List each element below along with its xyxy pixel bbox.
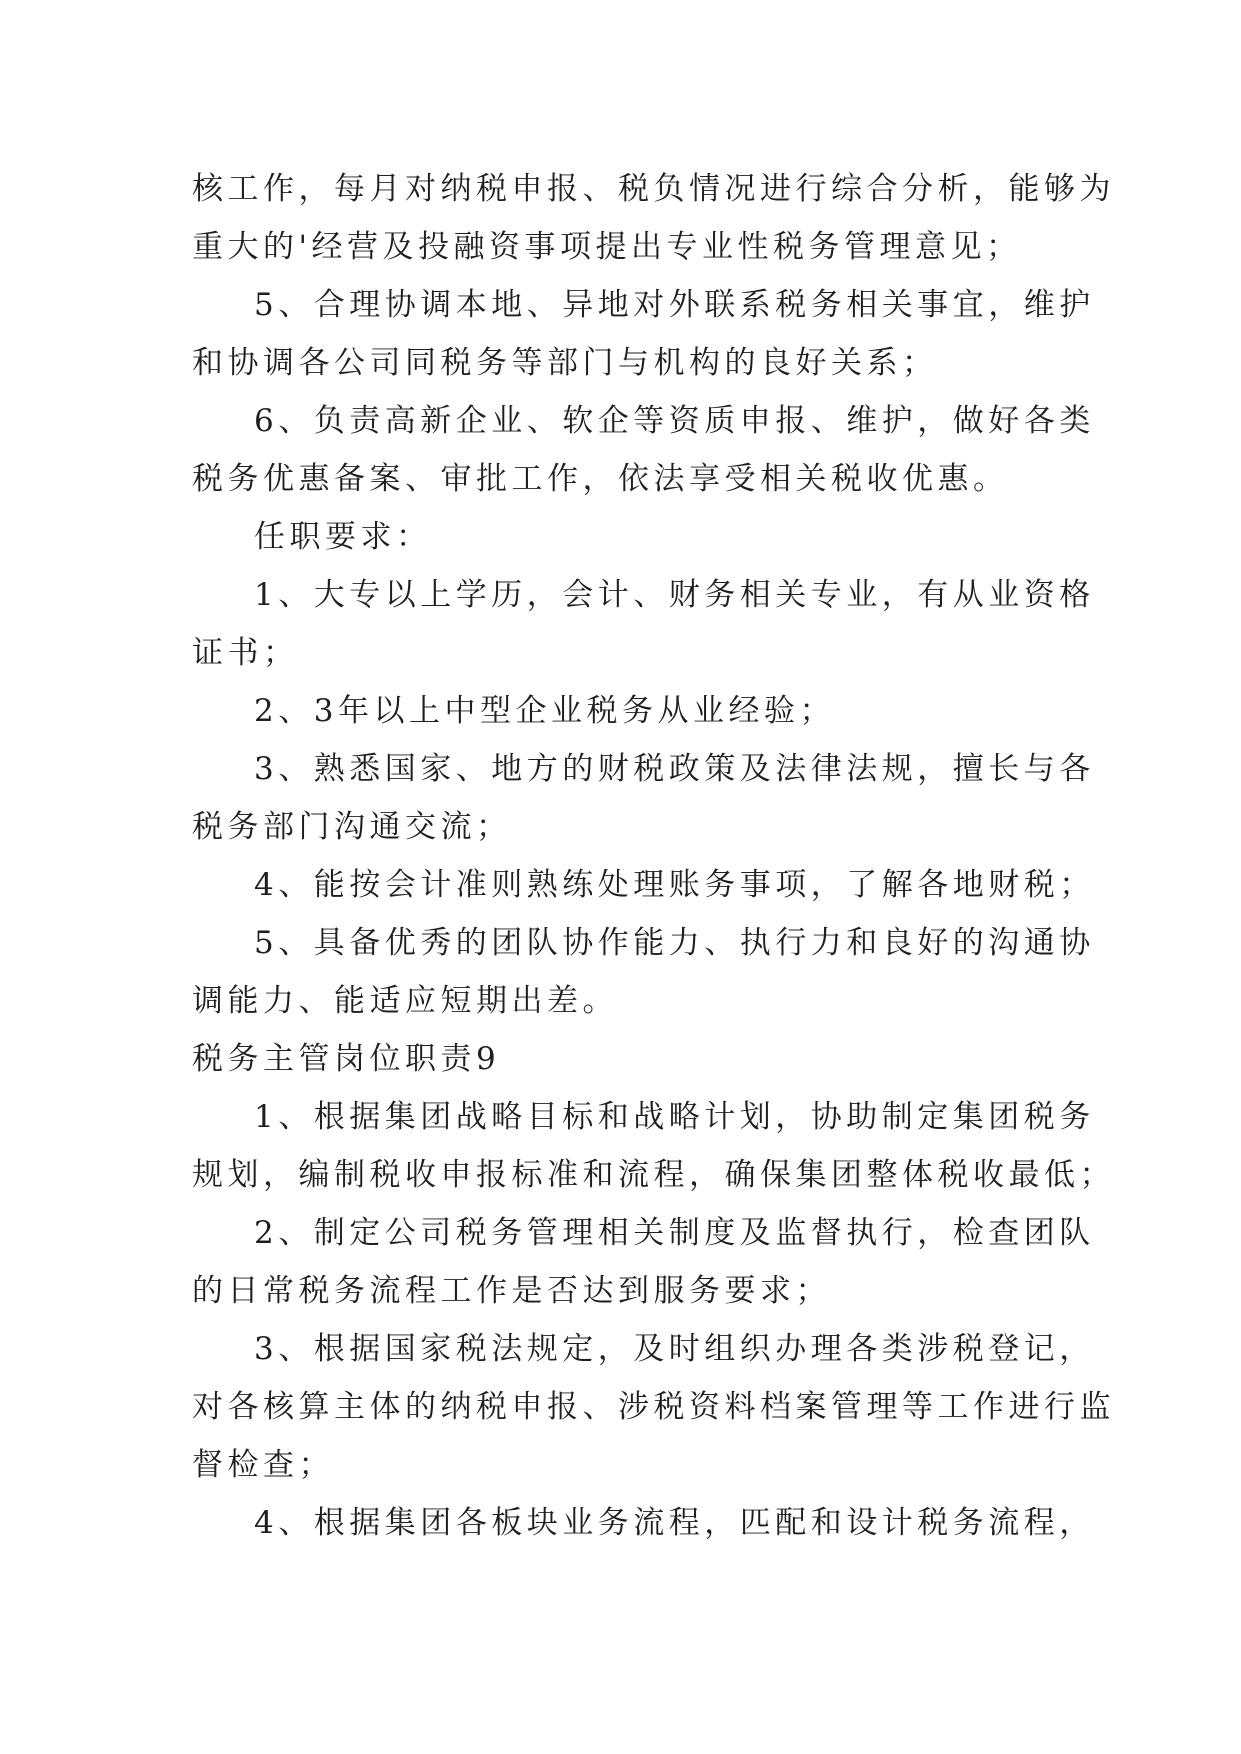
text-line: 证书；: [192, 635, 299, 671]
list-item: 4、根据集团各板块业务流程，匹配和设计税务流程，: [254, 1505, 1095, 1541]
list-item: 5、合理协调本地、异地对外联系税务相关事宜，维护: [254, 287, 1095, 323]
list-item: 3、熟悉国家、地方的财税政策及法律法规，擅长与各: [254, 751, 1095, 787]
list-item: 6、负责高新企业、软企等资质申报、维护，做好各类: [254, 403, 1095, 439]
list-item: 4、能按会计准则熟练处理账务事项，了解各地财税；: [254, 867, 1095, 903]
list-item: 1、大专以上学历，会计、财务相关专业，有从业资格: [254, 577, 1095, 613]
text-line: 对各核算主体的纳税申报、涉税资料档案管理等工作进行监: [192, 1389, 1115, 1425]
document-body: [192, 160, 1115, 1552]
text-line: 重大的'经营及投融资事项提出专业性税务管理意见；: [192, 229, 1022, 265]
list-item: 2、3年以上中型企业税务从业经验；: [254, 693, 835, 729]
text-line: 税务部门沟通交流；: [192, 809, 512, 845]
text-line: 和协调各公司同税务等部门与机构的良好关系；: [192, 345, 938, 381]
list-item: 3、根据国家税法规定，及时组织办理各类涉税登记，: [254, 1331, 1095, 1367]
text-line: 核工作，每月对纳税申报、税负情况进行综合分析，能够为: [192, 171, 1115, 207]
text-line: 督检查；: [192, 1447, 334, 1483]
text-line: 的日常税务流程工作是否达到服务要求；: [192, 1273, 831, 1309]
list-item: 5、具备优秀的团队协作能力、执行力和良好的沟通协: [254, 925, 1095, 961]
section-heading: 任职要求：: [254, 519, 432, 555]
text-line: 税务优惠备案、审批工作，依法享受相关税收优惠。: [192, 461, 1009, 497]
list-item: 1、根据集团战略目标和战略计划，协助制定集团税务: [254, 1099, 1095, 1135]
text-line: 调能力、能适应短期出差。: [192, 983, 618, 1019]
list-item: 2、制定公司税务管理相关制度及监督执行，检查团队: [254, 1215, 1095, 1251]
document-heading: 税务主管岗位职责9: [192, 1041, 501, 1077]
text-line: 规划，编制税收申报标准和流程，确保集团整体税收最低；: [192, 1157, 1115, 1193]
